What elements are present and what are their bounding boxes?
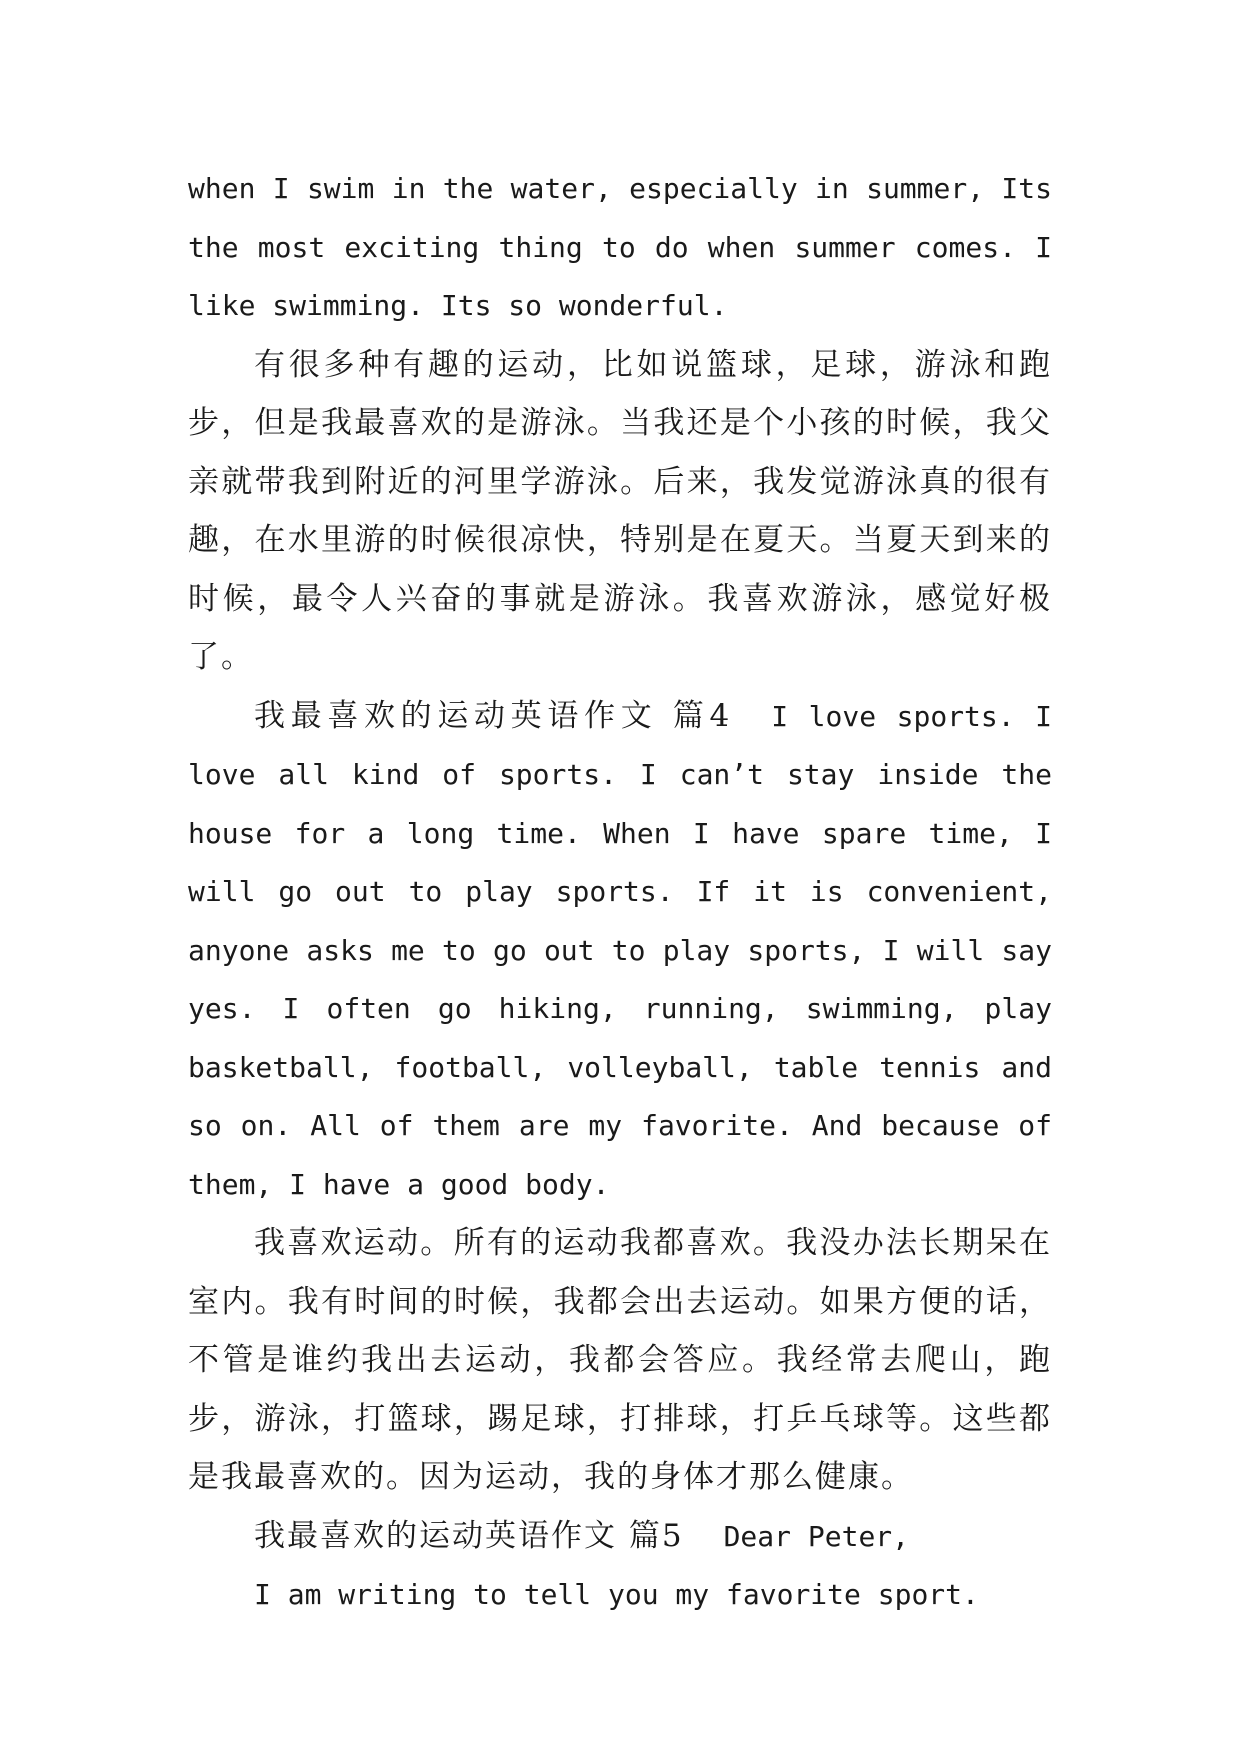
essay-4-text: I love sports. I love all kind of sports. I can’t stay inside the house for a long time. When I have spare time, I will go out to play sports. If it is convenient, anyone asks me to go out to play sports, I will say yes. I often go hiking, running, swimming, play basketball, football, volleyball, table tennis and so on. All of them are my favorite. And because of them, I have a good body.	[188, 699, 1053, 1201]
english-paragraph-swimming: when I swim in the water, especially in summer, Its the most exciting thing to do when summer comes. I like swimming. Its so wonderful.	[188, 172, 1052, 322]
essay-4-paragraph	[188, 687, 1052, 1215]
essay-5-paragraph	[188, 1507, 1052, 1567]
chinese-paragraph-swimming: 有很多种有趣的运动，比如说篮球，足球，游泳和跑步，但是我最喜欢的是游泳。当我还是个小孩的时候，我父亲就带我到附近的河里学游泳。后来，我发觉游泳真的很有趣，在水里游的时候很凉快，特别是在夏天。当夏天到来的时候，最令人兴奋的事就是游泳。我喜欢游泳，感觉好极了。	[188, 346, 1052, 675]
chinese-paragraph-sports: 我喜欢运动。所有的运动我都喜欢。我没办法长期呆在室内。我有时间的时候，我都会出去运动。如果方便的话，不管是谁约我出去运动，我都会答应。我经常去爬山，跑步，游泳，打篮球，踢足球，打排球，打乒乓球等。这些都是我最喜欢的。因为运动，我的身体才那么健康。	[188, 1225, 1052, 1495]
essay-4-heading: 我最喜欢的运动英语作文 篇4	[254, 697, 732, 734]
letter-opening-line: I am writing to tell you my favorite sport.	[254, 1578, 979, 1611]
document-body	[188, 160, 1052, 1625]
essay-5-heading: 我最喜欢的运动英语作文 篇5	[254, 1517, 684, 1554]
letter-salutation: Dear Peter,	[723, 1519, 910, 1553]
